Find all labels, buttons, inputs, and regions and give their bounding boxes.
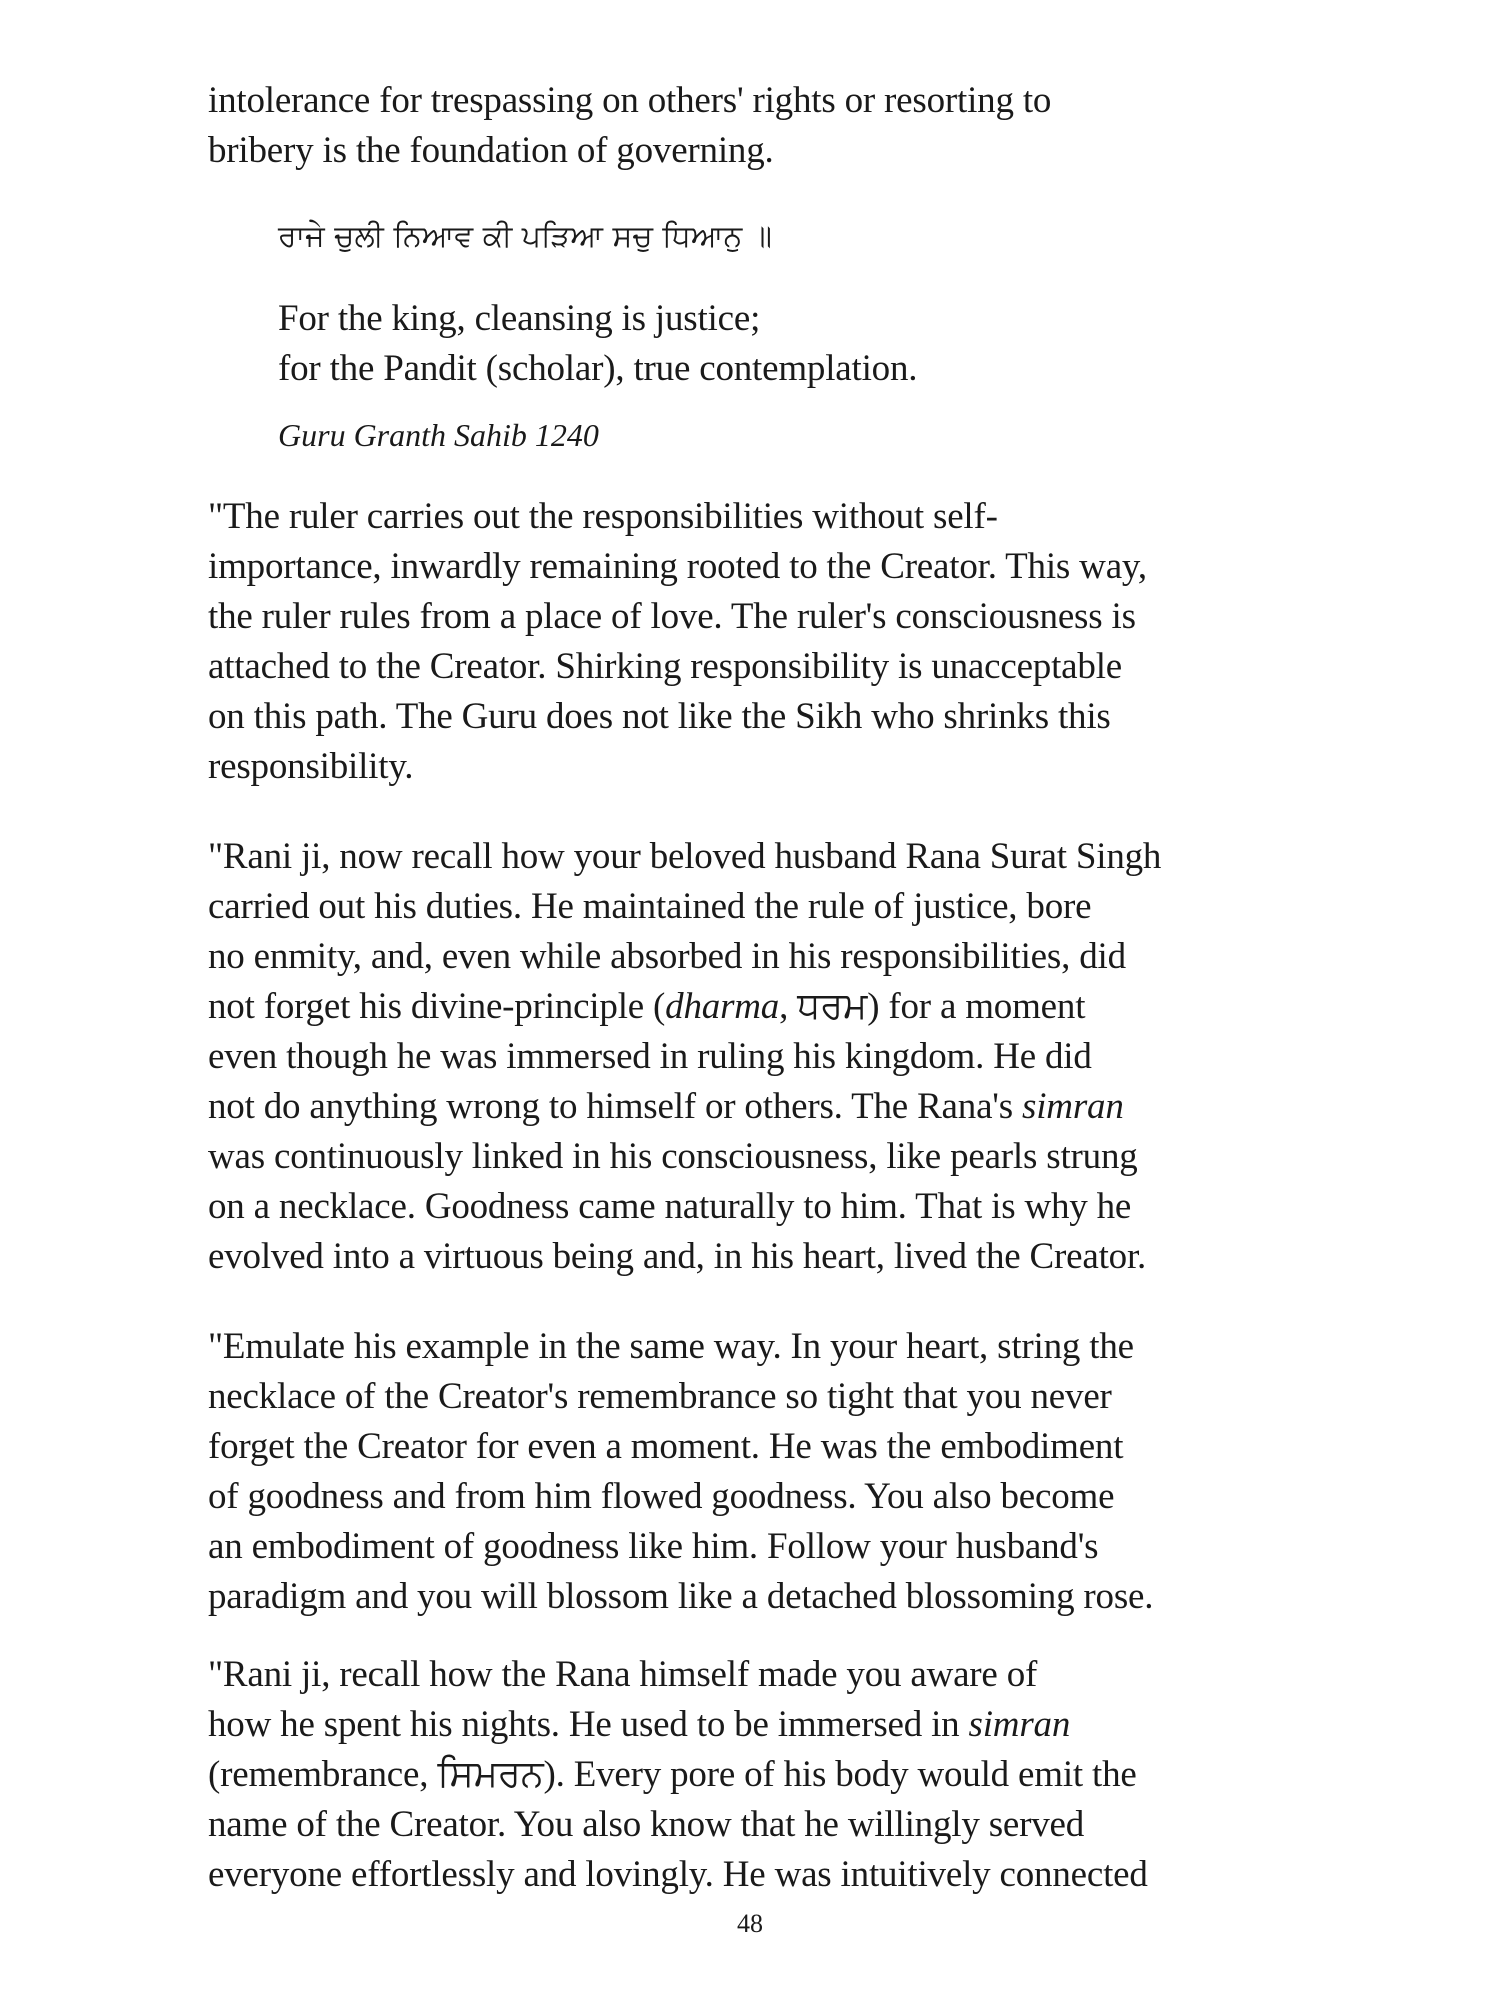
text-segment: not do anything wrong to himself or others. The Rana's (208, 1086, 1023, 1127)
text-line: was continuously linked in his consciousness, like pearls strung (208, 1136, 1138, 1177)
text-line: forget the Creator for even a moment. He was the embodiment (208, 1426, 1124, 1467)
text-line: for the Pandit (scholar), true contemplation. (278, 348, 918, 389)
text-line: an embodiment of goodness like him. Follow your husband's (208, 1526, 1099, 1567)
text-segment: how he spent his nights. He used to be immersed in (208, 1704, 969, 1745)
text-line: responsibility. (208, 746, 414, 787)
text-line: "Emulate his example in the same way. In your heart, string the (208, 1326, 1134, 1367)
text-line: (remembrance, ਸਿਮਰਨ). Every pore of his body would emit the (208, 1754, 1137, 1795)
text-line: on this path. The Guru does not like the Sikh who shrinks this (208, 696, 1111, 737)
page-number: 48 (737, 1909, 763, 1938)
text-line: name of the Creator. You also know that he willingly served (208, 1804, 1085, 1845)
text-line (208, 1700, 1328, 1750)
text-line: attached to the Creator. Shirking responsibility is unacceptable (208, 646, 1123, 687)
text-line: on a necklace. Goodness came naturally to him. That is why he (208, 1186, 1132, 1227)
italic-term: simran (1022, 1086, 1124, 1127)
text-line (208, 1082, 1328, 1132)
italic-term: simran (968, 1704, 1071, 1745)
text-line: evolved into a virtuous being and, in his heart, lived the Creator. (208, 1236, 1147, 1277)
verse-translation (278, 294, 1398, 394)
text-line: even though he was immersed in ruling his kingdom. He did (208, 1036, 1092, 1077)
text-line: of goodness and from him flowed goodness. You also become (208, 1476, 1115, 1517)
paragraph-emulate (208, 1322, 1328, 1622)
paragraph-rana-duties (208, 832, 1328, 1282)
text-line (208, 982, 1328, 1032)
text-line: intolerance for trespassing on others' rights or resorting to (208, 80, 1052, 121)
text-line: the ruler rules from a place of love. The ruler's consciousness is (208, 596, 1136, 637)
text-line: bribery is the foundation of governing. (208, 130, 774, 171)
text-segment: not forget his divine-principle ( (208, 986, 666, 1027)
text-line: "Rani ji, recall how the Rana himself made you aware of (208, 1654, 1038, 1695)
text-line: necklace of the Creator's remembrance so tight that you never (208, 1376, 1112, 1417)
paragraph-nights (208, 1650, 1328, 1900)
text-line: For the king, cleansing is justice; (278, 298, 761, 339)
text-line: "The ruler carries out the responsibilities without self- (208, 496, 998, 537)
gurmukhi-verse: ਰਾਜੇ ਚੁਲੀ ਨਿਆਵ ਕੀ ਪੜਿਆ ਸਚੁ ਧਿਆਨੁ ॥ (278, 219, 772, 254)
text-line: no enmity, and, even while absorbed in his responsibilities, did (208, 936, 1126, 977)
text-line: paradigm and you will blossom like a detached blossoming rose. (208, 1576, 1154, 1617)
intro-paragraph (208, 76, 1328, 176)
italic-term: dharma (665, 986, 780, 1027)
text-line: importance, inwardly remaining rooted to the Creator. This way, (208, 546, 1147, 587)
text-segment: , ਧਰਮ) for a moment (779, 986, 1086, 1027)
text-line: everyone effortlessly and lovingly. He was intuitively connected (208, 1854, 1148, 1895)
text-line: "Rani ji, now recall how your beloved husband Rana Surat Singh (208, 836, 1162, 877)
verse-citation: Guru Granth Sahib 1240 (278, 417, 599, 453)
paragraph-ruler (208, 492, 1328, 792)
text-line: carried out his duties. He maintained the rule of justice, bore (208, 886, 1092, 927)
